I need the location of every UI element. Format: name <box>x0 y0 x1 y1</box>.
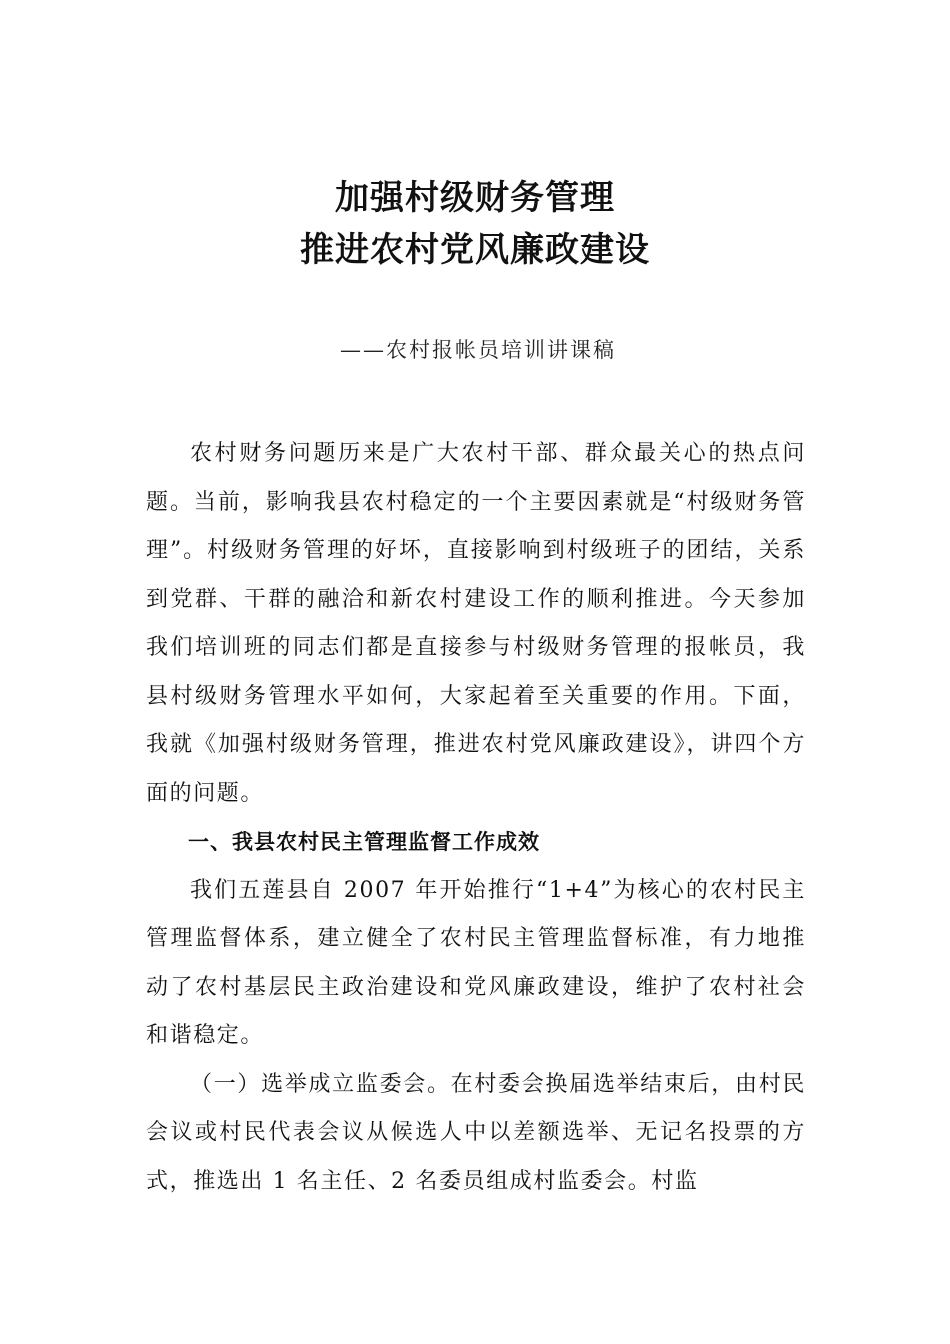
item-1-paragraph: （一）选举成立监委会。在村委会换届选举结束后，由村民会议或村民代表会议从候选人中以差额选举、无记名投票的方式，推选出 1 名主任、2 名委员组成村监委会。村监 <box>146 1071 806 1194</box>
document-title <box>0 172 950 276</box>
title-line-2: 推进农村党风廉政建设 <box>300 230 650 270</box>
intro-paragraph: 农村财务问题历来是广大农村干部、群众最关心的热点问题。当前，影响我县农村稳定的一个主要因素就是“村级财务管理”。村级财务管理的好坏，直接影响到村级班子的团结，关系到党群、干群的融洽和新农村建设工作的顺利推进。今天参加我们培训班的同志们都是直接参与村级财务管理的报帐员，我县村级财务管理水平如何，大家起着至关重要的作用。下面，我就《加强村级财务管理，推进农村党风廉政建设》，讲四个方面的问题。 <box>146 441 806 806</box>
section-1-heading: 一、我县农村民主管理监督工作成效 <box>188 830 540 854</box>
title-line-1: 加强村级财务管理 <box>335 178 615 218</box>
document-body <box>146 430 806 1206</box>
document-subtitle: ——农村报帐员培训讲课稿 <box>340 338 616 362</box>
section-1-paragraph: 我们五莲县自 2007 年开始推行“1+4”为核心的农村民主管理监督体系，建立健全了农村民主管理监督标准，有力地推动了农村基层民主政治建设和党风廉政建设，维护了农村社会和谐稳定。 <box>146 877 806 1048</box>
